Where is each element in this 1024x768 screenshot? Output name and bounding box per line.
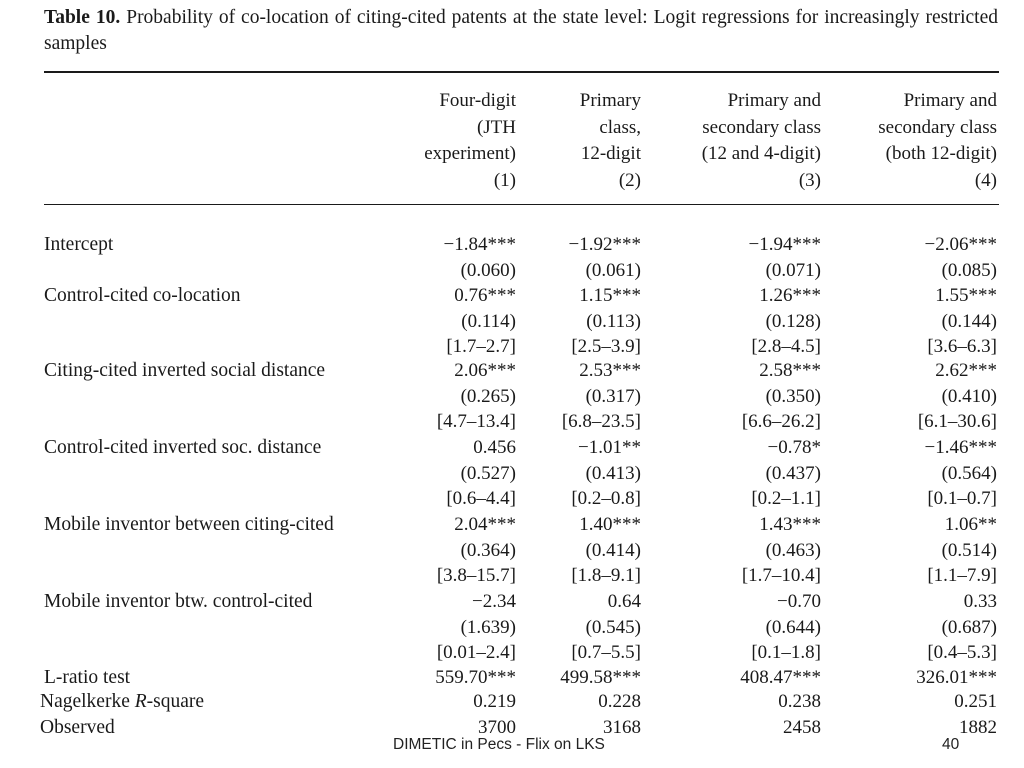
coefficient-cell: −1.01** <box>578 437 641 458</box>
column-header-line: secondary class <box>702 116 821 138</box>
row-label: Intercept <box>44 234 114 255</box>
interval-cell: [0.7–5.5] <box>571 642 641 664</box>
interval-cell: [6.6–26.2] <box>741 411 821 433</box>
std-error-cell: (0.060) <box>460 259 516 281</box>
interval-cell: [1.8–9.1] <box>571 565 641 587</box>
std-error-cell: (0.413) <box>585 462 641 484</box>
coefficient-cell: 2.06*** <box>454 360 516 381</box>
coefficient-cell: 2.58*** <box>759 360 821 381</box>
interval-cell: [0.6–4.4] <box>446 488 516 510</box>
std-error-cell: (0.514) <box>941 539 997 561</box>
coefficient-cell: 0.251 <box>954 691 997 712</box>
std-error-cell: (0.061) <box>585 259 641 281</box>
std-error-cell: (0.113) <box>586 310 641 332</box>
interval-cell: [1.7–2.7] <box>446 336 516 358</box>
coefficient-cell: 2.53*** <box>579 360 641 381</box>
coefficient-cell: 0.76*** <box>454 285 516 306</box>
interval-cell: [1.7–10.4] <box>741 565 821 587</box>
column-header-line: experiment) <box>424 143 516 164</box>
column-header-line: Four-digit <box>439 90 516 111</box>
interval-cell: [1.1–7.9] <box>927 565 997 587</box>
coefficient-cell: 1.43*** <box>759 514 821 535</box>
coefficient-cell: 1.06** <box>944 514 997 535</box>
interval-cell: [6.8–23.5] <box>561 411 641 433</box>
interval-cell: [2.5–3.9] <box>571 336 641 358</box>
std-error-cell: (0.687) <box>941 616 997 638</box>
column-header-line: Primary and <box>727 90 821 111</box>
row-label: Control-cited co-location <box>44 285 241 306</box>
coefficient-cell: 2.04*** <box>454 514 516 535</box>
std-error-cell: (1.639) <box>460 616 516 638</box>
std-error-cell: (0.410) <box>941 385 997 407</box>
column-header-line: (4) <box>974 169 997 191</box>
top-rule <box>44 71 999 73</box>
interval-cell: [0.2–0.8] <box>571 488 641 510</box>
row-label: Mobile inventor btw. control-cited <box>44 591 313 612</box>
std-error-cell: (0.644) <box>765 616 821 638</box>
page-number: 40 <box>942 736 960 753</box>
coefficient-cell: 2.62*** <box>935 360 997 381</box>
interval-cell: [0.2–1.1] <box>751 488 821 510</box>
interval-cell: [3.6–6.3] <box>927 336 997 358</box>
row-label: Citing-cited inverted social distance <box>44 360 326 381</box>
footer-title: DIMETIC in Pecs - Flix on LKS <box>393 736 605 753</box>
column-header-line: (both 12-digit) <box>885 143 997 164</box>
table-caption <box>44 5 998 57</box>
coefficient-cell: 1.55*** <box>935 285 997 306</box>
std-error-cell: (0.085) <box>941 259 997 281</box>
std-error-cell: (0.317) <box>585 385 641 407</box>
column-header-2 <box>521 88 641 194</box>
column-header-1 <box>356 88 516 194</box>
column-header-line: Primary and <box>903 90 997 111</box>
interval-cell: [0.4–5.3] <box>927 642 997 664</box>
std-error-cell: (0.527) <box>460 462 516 484</box>
std-error-cell: (0.128) <box>765 310 821 332</box>
interval-cell: [3.8–15.7] <box>436 565 516 587</box>
row-label: Mobile inventor between citing-cited <box>44 514 334 535</box>
column-header-line: (1) <box>493 169 516 191</box>
std-error-cell: (0.414) <box>585 539 641 561</box>
coefficient-cell: −2.06*** <box>924 234 997 255</box>
coefficient-cell: −2.34 <box>472 591 516 612</box>
coefficient-cell: 2458 <box>783 717 821 738</box>
coefficient-cell: 3168 <box>603 717 641 738</box>
coefficient-cell: 1.26*** <box>759 285 821 306</box>
table-caption-text: Probability of co-location of citing-cited patents at the state level: Logit regressions for increasingly restricted samples <box>44 7 998 54</box>
column-header-3 <box>641 88 821 194</box>
table-label: Table 10. <box>44 7 121 28</box>
coefficient-cell: 0.219 <box>473 691 516 712</box>
std-error-cell: (0.437) <box>765 462 821 484</box>
interval-cell: [2.8–4.5] <box>751 336 821 358</box>
coefficient-cell: −0.78* <box>767 437 821 458</box>
std-error-cell: (0.350) <box>765 385 821 407</box>
std-error-cell: (0.265) <box>460 385 516 407</box>
row-label: Observed <box>40 717 115 738</box>
coefficient-cell: −1.92*** <box>568 234 641 255</box>
coefficient-cell: 1.40*** <box>579 514 641 535</box>
std-error-cell: (0.564) <box>941 462 997 484</box>
coefficient-cell: 0.64 <box>607 591 641 612</box>
coefficient-cell: 499.58*** <box>560 667 641 688</box>
coefficient-cell: 326.01*** <box>916 667 997 688</box>
column-header-line: (3) <box>798 169 821 191</box>
interval-cell: [4.7–13.4] <box>436 411 516 433</box>
coefficient-cell: 1882 <box>959 717 997 738</box>
interval-cell: [0.01–2.4] <box>436 642 516 664</box>
row-label: Control-cited inverted soc. distance <box>44 437 322 458</box>
std-error-cell: (0.545) <box>585 616 641 638</box>
std-error-cell: (0.114) <box>461 310 516 332</box>
coefficient-cell: 0.238 <box>778 691 821 712</box>
header-rule <box>44 204 999 205</box>
coefficient-cell: 1.15*** <box>579 285 641 306</box>
std-error-cell: (0.144) <box>941 310 997 332</box>
column-header-line: class, <box>599 116 641 138</box>
column-header-line: (2) <box>618 169 641 191</box>
column-header-4 <box>817 88 997 194</box>
std-error-cell: (0.463) <box>765 539 821 561</box>
column-header-line: secondary class <box>878 116 997 138</box>
coefficient-cell: 559.70*** <box>435 667 516 688</box>
interval-cell: [0.1–0.7] <box>927 488 997 510</box>
coefficient-cell: 408.47*** <box>740 667 821 688</box>
column-header-line: 12-digit <box>580 143 641 164</box>
row-label: L-ratio test <box>44 667 131 688</box>
std-error-cell: (0.071) <box>765 259 821 281</box>
interval-cell: [0.1–1.8] <box>751 642 821 664</box>
column-header-line: (JTH <box>476 116 516 138</box>
column-header-line: Primary <box>579 90 641 111</box>
coefficient-cell: −1.94*** <box>748 234 821 255</box>
coefficient-cell: −0.70 <box>777 591 821 612</box>
coefficient-cell: −1.46*** <box>924 437 997 458</box>
coefficient-cell: 0.456 <box>473 437 516 458</box>
row-label: Nagelkerke R-square <box>40 691 205 712</box>
coefficient-cell: 0.33 <box>963 591 997 612</box>
coefficient-cell: −1.84*** <box>443 234 516 255</box>
coefficient-cell: 3700 <box>478 717 516 738</box>
interval-cell: [6.1–30.6] <box>917 411 997 433</box>
coefficient-cell: 0.228 <box>598 691 641 712</box>
std-error-cell: (0.364) <box>460 539 516 561</box>
column-header-line: (12 and 4-digit) <box>701 143 821 164</box>
